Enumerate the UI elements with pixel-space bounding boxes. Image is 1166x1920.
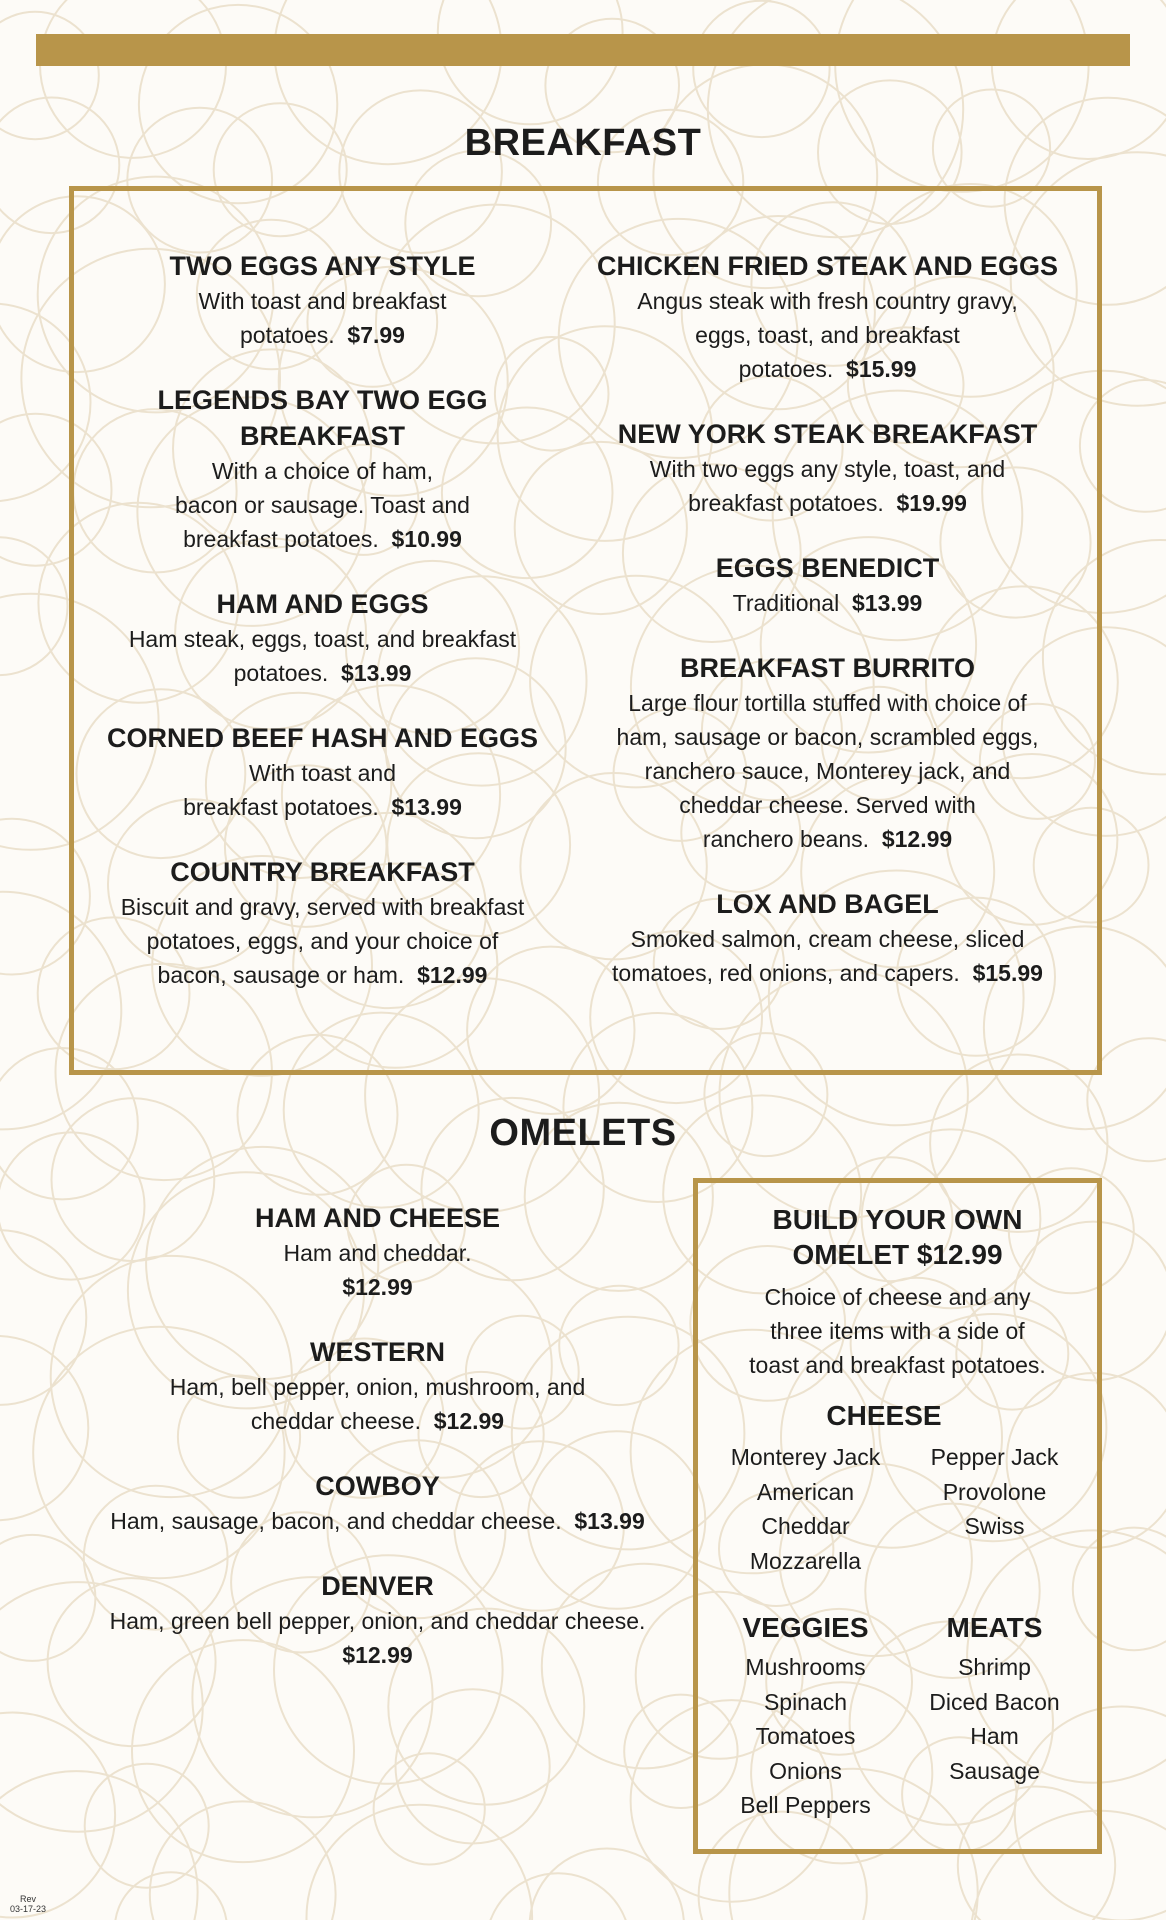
breakfast-menu-item: [90, 382, 555, 556]
breakfast-menu-item: [585, 886, 1070, 990]
menu-item-price: $12.99: [342, 1274, 413, 1300]
description-text: Traditional: [732, 590, 840, 616]
description-text: With two eggs any style, toast, and: [649, 456, 1006, 482]
description-line: [90, 924, 555, 958]
menu-item-description: [90, 284, 555, 352]
menu-item-description: [70, 1504, 685, 1538]
description-text: potatoes.: [738, 356, 834, 382]
meats-heading: MEATS: [946, 1612, 1043, 1643]
omelet-menu-item: [70, 1200, 685, 1304]
byo-description: [698, 1280, 1097, 1382]
description-text: cheddar cheese. Served with: [679, 792, 976, 818]
revision-stamp: [10, 1894, 46, 1914]
byo-description-line: toast and breakfast potatoes.: [749, 1352, 1046, 1378]
menu-item-description: [585, 284, 1070, 386]
cheese-option: Monterey Jack: [730, 1444, 881, 1470]
menu-item-name: WESTERN: [310, 1337, 445, 1367]
description-text: bacon, sausage or ham.: [157, 962, 405, 988]
description-line: [585, 352, 1070, 386]
menu-item-price: $15.99: [846, 356, 917, 382]
pattern-circle: [85, 1764, 209, 1888]
menu-item-description: [90, 622, 555, 690]
menu-item-description: [70, 1604, 685, 1672]
description-text: breakfast potatoes.: [183, 794, 379, 820]
menu-item-name: COWBOY: [315, 1471, 440, 1501]
omelets-heading: OMELETS: [489, 1112, 677, 1154]
omelet-menu-item: [70, 1568, 685, 1672]
description-text: Angus steak with fresh country gravy,: [637, 288, 1018, 314]
description-text: potatoes.: [233, 660, 329, 686]
cheese-option: American: [756, 1478, 855, 1505]
veggies-list: [708, 1650, 903, 1823]
description-line: [585, 686, 1070, 720]
byo-title-line2: OMELET $12.99: [792, 1239, 1003, 1270]
breakfast-left-column: [90, 248, 555, 1022]
menu-item-description: [70, 1370, 685, 1438]
description-text: Biscuit and gravy, served with breakfast: [120, 894, 525, 920]
menu-item-name: LOX AND BAGEL: [716, 889, 939, 919]
veggie-option: Spinach: [763, 1688, 848, 1715]
menu-item-name: NEW YORK STEAK BREAKFAST: [617, 419, 1038, 449]
cheese-list-right: [897, 1440, 1092, 1544]
menu-item-description: [585, 586, 1070, 620]
description-text: Smoked salmon, cream cheese, sliced: [630, 926, 1025, 952]
pattern-circle: [0, 12, 99, 139]
description-text: With a choice of ham,: [211, 458, 434, 484]
description-line: [585, 318, 1070, 352]
veggie-option: Tomatoes: [755, 1723, 856, 1749]
menu-item-name: HAM AND EGGS: [216, 589, 429, 619]
menu-item-price: $12.99: [433, 1408, 505, 1434]
description-text: cheddar cheese.: [250, 1408, 421, 1434]
description-text: With toast and breakfast: [198, 288, 447, 314]
veggies-heading: VEGGIES: [742, 1612, 869, 1643]
description-text: eggs, toast, and breakfast: [695, 322, 960, 348]
meat-option: Sausage: [949, 1757, 1040, 1784]
meat-option: Ham: [970, 1723, 1019, 1749]
description-line: [90, 656, 555, 690]
meats-list: [897, 1650, 1092, 1788]
menu-item-price: $19.99: [896, 490, 967, 516]
breakfast-menu-item: [90, 854, 555, 992]
description-text: Large flour tortilla stuffed with choice of: [628, 690, 1027, 716]
menu-item-price: $12.99: [881, 826, 953, 852]
description-line: [585, 452, 1070, 486]
menu-item-name: CORNED BEEF HASH AND EGGS: [106, 723, 539, 753]
menu-item-price: $13.99: [851, 590, 923, 616]
description-text: With toast and: [248, 760, 397, 786]
description-line: [585, 586, 1070, 620]
description-text: Ham, sausage, bacon, and cheddar cheese.: [110, 1508, 562, 1534]
description-text: ham, sausage or bacon, scrambled eggs,: [616, 724, 1039, 750]
description-text: ranchero beans.: [702, 826, 870, 852]
menu-item-description: [90, 890, 555, 992]
menu-item-price: $13.99: [574, 1508, 645, 1534]
cheese-option: Cheddar: [761, 1513, 850, 1539]
top-gold-bar: [36, 34, 1130, 66]
menu-item-name: CHICKEN FRIED STEAK AND EGGS: [596, 251, 1059, 281]
description-text: breakfast potatoes.: [183, 526, 379, 552]
menu-item-name: LEGENDS BAY TWO EGG BREAKFAST: [157, 385, 488, 451]
description-line: [70, 1370, 685, 1404]
menu-item-name: HAM AND CHEESE: [254, 1203, 501, 1233]
omelet-menu-item: [70, 1468, 685, 1538]
menu-item-name: COUNTRY BREAKFAST: [170, 857, 475, 887]
menu-item-price: $12.99: [342, 1642, 413, 1668]
menu-item-name: DENVER: [321, 1571, 434, 1601]
description-line: [585, 788, 1070, 822]
description-line: [70, 1638, 685, 1672]
description-line: [90, 756, 555, 790]
meat-option: Shrimp: [958, 1654, 1031, 1680]
pattern-circle: [530, 1849, 684, 1920]
description-line: [585, 486, 1070, 520]
breakfast-right-column: [585, 248, 1070, 1020]
byo-description-line: Choice of cheese and any: [764, 1284, 1031, 1310]
description-line: [585, 822, 1070, 856]
description-text: tomatoes, red onions, and capers.: [612, 960, 960, 986]
menu-item-price: $13.99: [391, 794, 462, 820]
description-line: [90, 318, 555, 352]
menu-item-name: EGGS BENEDICT: [715, 553, 940, 583]
description-line: [585, 720, 1070, 754]
menu-item-description: [70, 1236, 685, 1304]
omelets-column: [70, 1200, 685, 1702]
description-line: [90, 958, 555, 992]
description-text: bacon or sausage. Toast and: [175, 492, 470, 518]
menu-item-price: $12.99: [417, 962, 488, 988]
menu-item-name: TWO EGGS ANY STYLE: [169, 251, 476, 281]
cheese-option: Swiss: [964, 1513, 1025, 1539]
menu-item-description: [585, 686, 1070, 856]
breakfast-menu-item: [90, 248, 555, 352]
menu-item-price: $13.99: [341, 660, 412, 686]
cheese-option: Pepper Jack: [930, 1444, 1059, 1470]
menu-item-name: BREAKFAST BURRITO: [679, 653, 975, 683]
description-line: [70, 1270, 685, 1304]
veggie-option: Onions: [769, 1757, 842, 1784]
description-line: [585, 284, 1070, 318]
breakfast-heading: BREAKFAST: [464, 122, 702, 164]
description-text: Ham, bell pepper, onion, mushroom, and: [169, 1374, 586, 1400]
breakfast-menu-item: [585, 416, 1070, 520]
breakfast-menu-item: [90, 586, 555, 690]
breakfast-menu-item: [585, 550, 1070, 620]
description-line: [585, 922, 1070, 956]
cheese-option: Provolone: [942, 1478, 1047, 1505]
breakfast-menu-item: [90, 720, 555, 824]
revision-date: 03-17-23: [10, 1904, 47, 1914]
description-line: [90, 454, 555, 488]
description-text: ranchero sauce, Monterey jack, and: [644, 758, 1011, 784]
description-line: [70, 1604, 685, 1638]
menu-item-price: $15.99: [972, 960, 1043, 986]
description-line: [90, 890, 555, 924]
pattern-circle: [396, 1689, 550, 1843]
veggie-option: Mushrooms: [745, 1654, 866, 1680]
menu-item-description: [90, 454, 555, 556]
meat-option: Diced Bacon: [929, 1688, 1060, 1715]
menu-item-price: $7.99: [347, 322, 405, 348]
cheese-option: Mozzarella: [749, 1547, 862, 1574]
menu-item-description: [90, 756, 555, 824]
description-line: [70, 1504, 685, 1538]
byo-description-line: three items with a side of: [770, 1318, 1025, 1344]
cheese-list-left: [708, 1440, 903, 1578]
description-line: [90, 790, 555, 824]
description-text: potatoes, eggs, and your choice of: [146, 928, 499, 954]
description-line: [70, 1236, 685, 1270]
omelet-menu-item: [70, 1334, 685, 1438]
description-text: breakfast potatoes.: [688, 490, 884, 516]
description-line: [90, 622, 555, 656]
description-text: potatoes.: [240, 322, 335, 348]
byo-title-line1: BUILD YOUR OWN: [772, 1204, 1023, 1235]
breakfast-menu-item: [585, 248, 1070, 386]
description-line: [90, 522, 555, 556]
pattern-circle: [486, 1873, 630, 1920]
veggie-option: Bell Peppers: [740, 1792, 871, 1818]
breakfast-menu-item: [585, 650, 1070, 856]
menu-item-description: [585, 922, 1070, 990]
description-text: Ham, green bell pepper, onion, and cheddar cheese.: [109, 1608, 646, 1634]
menu-item-price: $10.99: [391, 526, 462, 552]
description-line: [585, 754, 1070, 788]
description-text: Ham steak, eggs, toast, and breakfast: [128, 626, 517, 652]
pattern-circle: [115, 1872, 227, 1920]
menu-item-description: [585, 452, 1070, 520]
description-text: Ham and cheddar.: [283, 1240, 472, 1266]
build-your-own-header: [698, 1202, 1097, 1382]
description-line: [585, 956, 1070, 990]
cheese-heading: CHEESE: [826, 1400, 942, 1431]
description-line: [70, 1404, 685, 1438]
revision-label: Rev: [20, 1894, 37, 1904]
pattern-circle: [0, 537, 68, 675]
description-line: [90, 284, 555, 318]
description-line: [90, 488, 555, 522]
